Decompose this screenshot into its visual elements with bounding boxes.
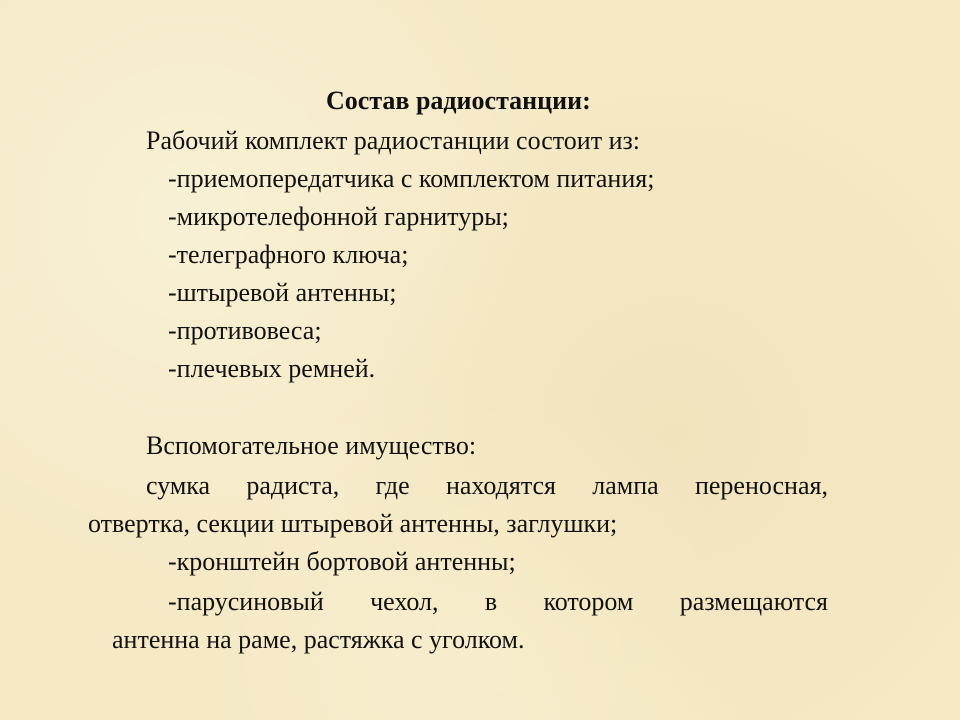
aux-line-2: отвертка, секции штыревой антенны, заглушки;	[88, 509, 618, 538]
kit-item-6: -плечевых ремней.	[168, 354, 376, 383]
aux-line-1-word: лампа	[592, 471, 659, 500]
aux-line-1-word: находятся	[445, 471, 557, 500]
aux-heading: Вспомогательное имущество:	[146, 431, 477, 460]
aux-line-1-word: сумка	[146, 471, 211, 500]
kit-item-1: -приемопередатчика с комплектом питания;	[168, 164, 655, 193]
aux-line-4-word: в	[484, 587, 498, 616]
kit-item-5: -противовеса;	[168, 316, 322, 345]
aux-line-4-word: -парусиновый	[168, 587, 324, 616]
kit-item-2: -микротелефонной гарнитуры;	[168, 202, 509, 231]
aux-line-4-word: чехол,	[370, 587, 439, 616]
kit-item-4: -штыревой антенны;	[168, 278, 397, 307]
aux-line-1-word: радиста,	[246, 471, 340, 500]
aux-line-4-word: размещаются	[679, 587, 828, 616]
aux-line-1-word: где	[375, 471, 410, 500]
aux-line-4	[168, 586, 828, 618]
aux-line-1	[146, 470, 828, 502]
aux-line-1-word: переносная,	[694, 471, 828, 500]
intro-text: Рабочий комплект радиостанции состоит из:	[146, 126, 640, 155]
slide-title: Состав радиостанции:	[326, 86, 591, 115]
aux-line-4-word: котором	[543, 587, 634, 616]
kit-item-3: -телеграфного ключа;	[168, 240, 409, 269]
aux-line-5: антенна на раме, растяжка с уголком.	[112, 625, 525, 654]
aux-line-3: -кронштейн бортовой антенны;	[168, 547, 516, 576]
